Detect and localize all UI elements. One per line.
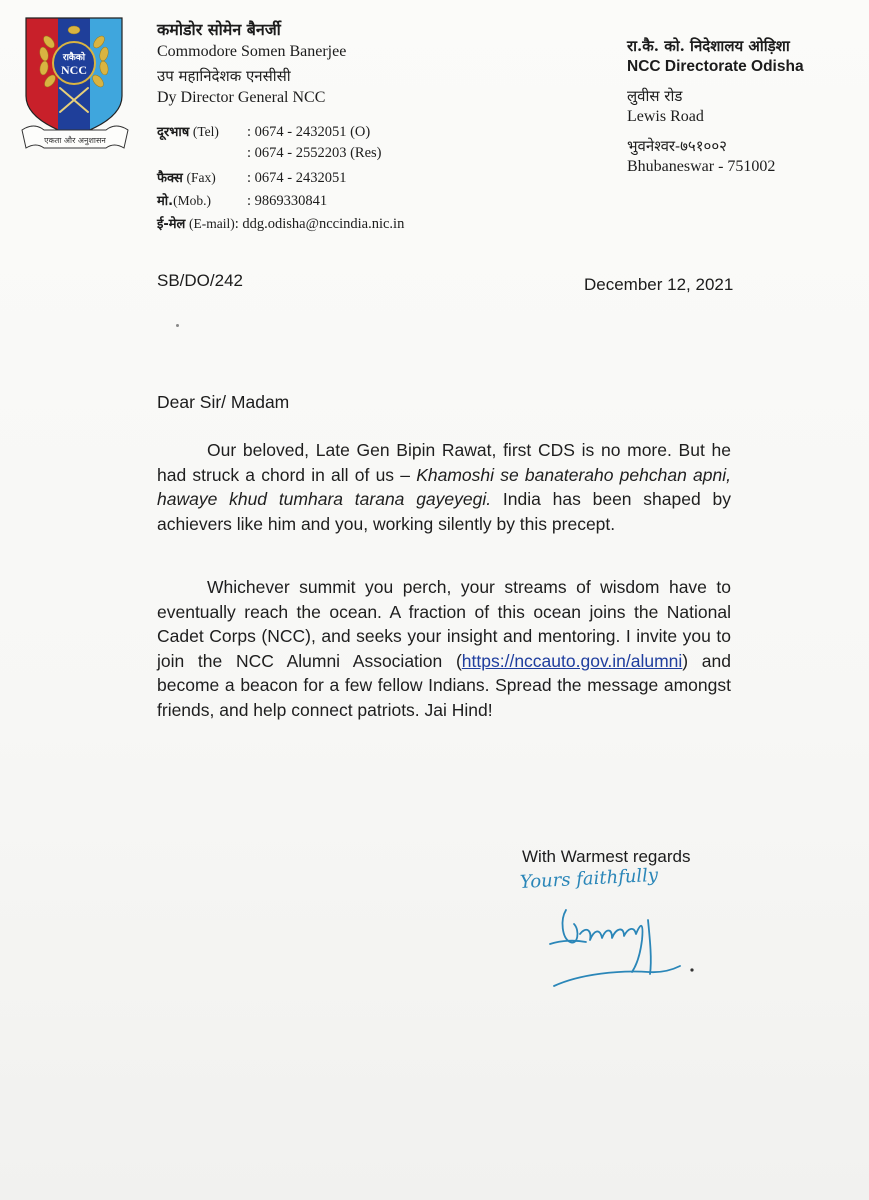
p1-quote: Khamoshi se banateraho pehchan apni, hawaye khud tumhara tarana gayeyegi. [157, 464, 731, 509]
signature [540, 900, 700, 1000]
contact-details [157, 122, 404, 237]
mob-label: (Mob.) [173, 193, 211, 208]
road: Lewis Road [627, 108, 704, 125]
reference-number: SB/DO/242 [157, 271, 243, 290]
handwritten-yours-faithfully: Yours faithfully [519, 864, 659, 893]
org-name-hindi: रा.कै. को. निदेशालय ओड़िशा [627, 37, 790, 55]
svg-text:NCC: NCC [61, 63, 87, 77]
p1-text-a: Our beloved, Late Gen Bipin Rawat, first CDS is no more. But he had struck a chord in all of us – [157, 440, 731, 485]
mob-value: : 9869330841 [247, 193, 328, 209]
city-hindi: भुवनेश्वर-७५१००२ [627, 137, 727, 155]
fax-label: (Fax) [186, 170, 216, 185]
tel-label-hindi: दूरभाष [157, 125, 190, 140]
alumni-link[interactable]: https://nccauto.gov.in/alumni [461, 650, 683, 671]
svg-text:राकैको: राकैको [62, 53, 86, 63]
org-name: NCC Directorate Odisha [627, 58, 804, 75]
body-paragraph-2 [157, 575, 731, 722]
address-block [627, 36, 804, 178]
fax-value: : 0674 - 2432051 [247, 170, 347, 186]
sender-name: Commodore Somen Banerjee [157, 43, 347, 60]
tel-office-value: : 0674 - 2432051 (O) [247, 124, 371, 140]
sender-title: Dy Director General NCC [157, 89, 326, 106]
letter-date: December 12, 2021 [584, 275, 734, 294]
p2-text-a: Whichever summit you perch, your streams of wisdom have to eventually reach the ocean. A fraction of this ocean joins the National Cadet Corps (NCC), and seeks your insight and mentoring. I invite you to join the NCC Alumni Association ( [157, 577, 731, 671]
sender-block [157, 20, 346, 108]
p2-text-b: ) and become a beacon for a few fellow Indians. Spread the message amongst friends, and help connect patriots. Jai Hind! [157, 650, 732, 720]
closing-line: With Warmest regards [522, 847, 691, 866]
p1-text-b: India has been shaped by achievers like him and you, working silently by this precept. [157, 489, 731, 534]
paper-speck [176, 324, 179, 327]
svg-text:एकता और अनुशासन: एकता और अनुशासन [44, 136, 106, 145]
mob-row [157, 191, 404, 214]
email-row [157, 214, 404, 237]
tel-label: (Tel) [192, 124, 219, 139]
sender-name-hindi: कमोडोर सोमेन बैनर्जी [157, 20, 281, 39]
fax-row [157, 168, 404, 191]
city: Bhubaneswar - 751002 [627, 158, 776, 175]
email-label-hindi: ई-मेल [157, 217, 186, 232]
body-paragraph-1 [157, 438, 731, 536]
tel-res-value: : 0674 - 2552203 (Res) [247, 145, 382, 161]
tel-res-row [157, 145, 404, 168]
road-hindi: लुवीस रोड [627, 87, 683, 105]
email-value: : ddg.odisha@nccindia.nic.in [234, 216, 405, 232]
ncc-logo [14, 8, 136, 156]
mob-label-hindi: मो. [157, 194, 174, 209]
email-label: (E-mail) [189, 216, 235, 231]
salutation: Dear Sir/ Madam [157, 392, 290, 412]
tel-office-row [157, 122, 404, 145]
sender-title-hindi: उप महानिदेशक एनसीसी [157, 67, 291, 85]
fax-label-hindi: फैक्स [157, 171, 183, 186]
